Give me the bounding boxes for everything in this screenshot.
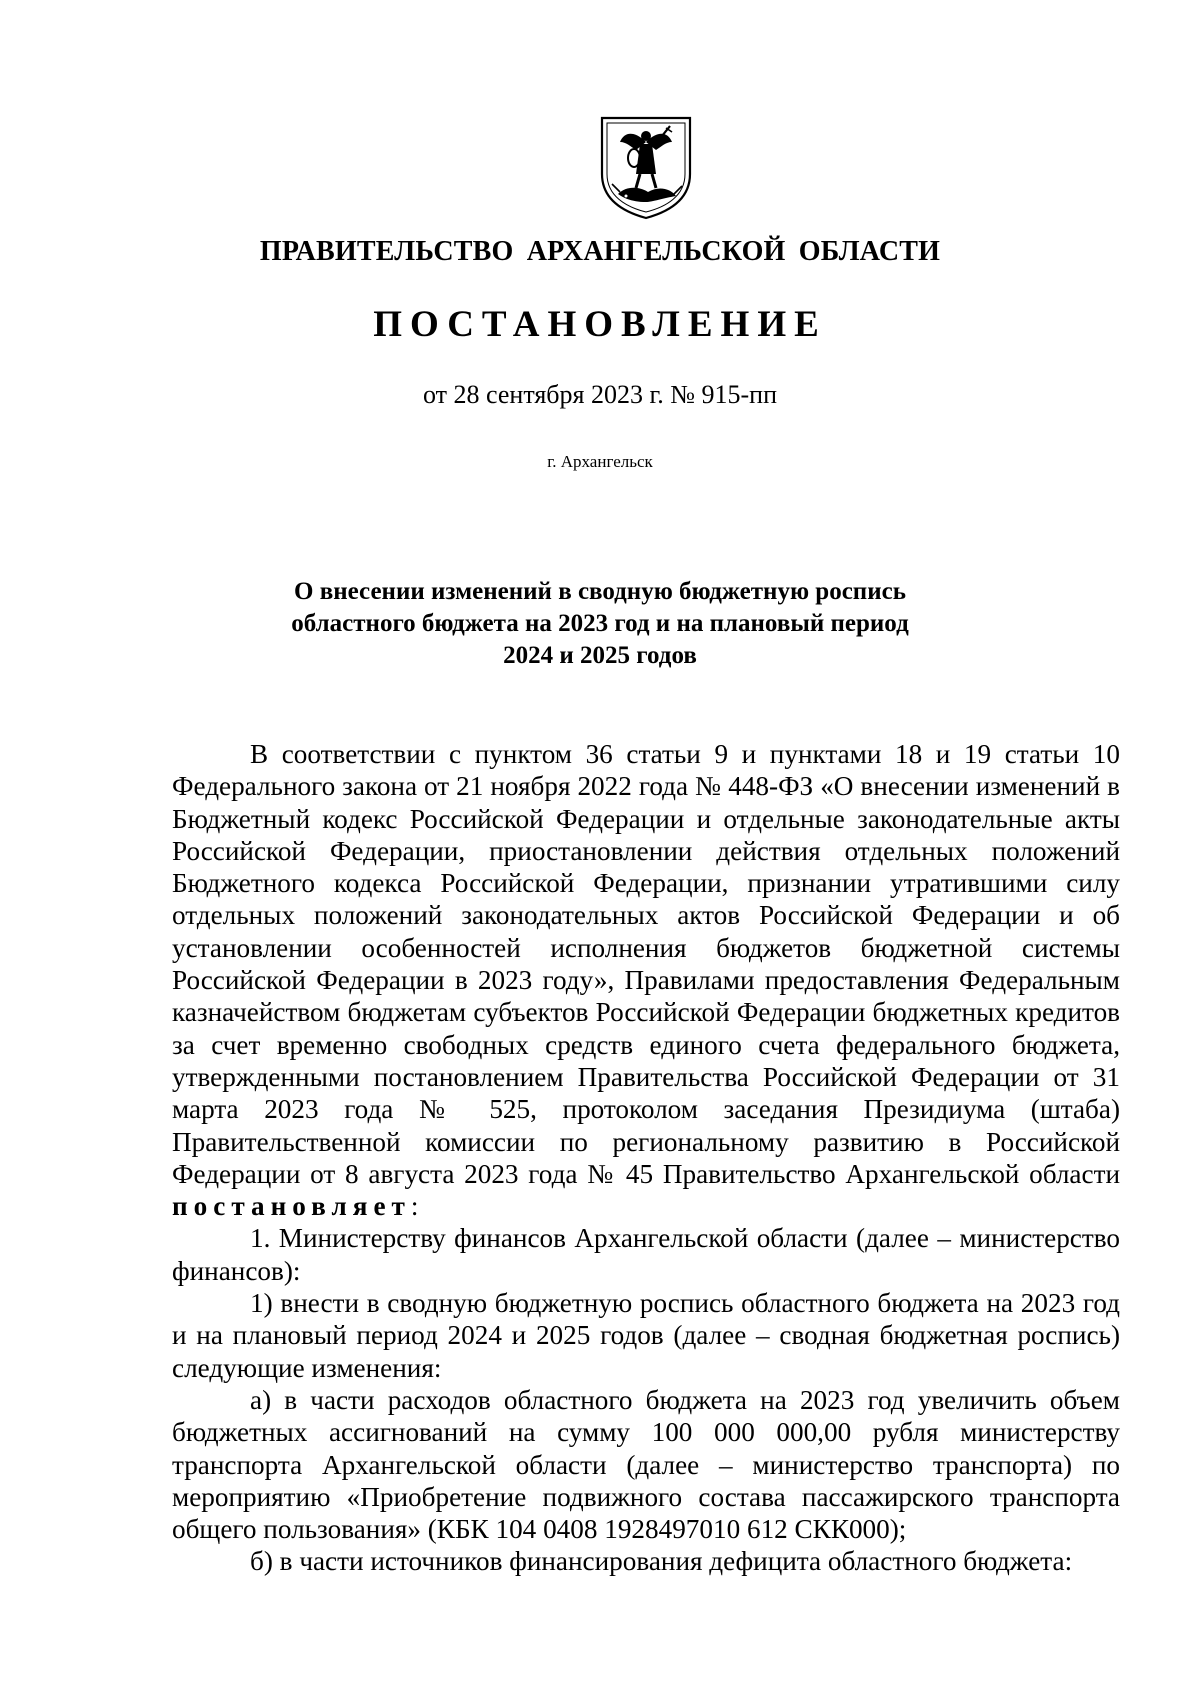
document-city: г. Архангельск [547,452,653,471]
decree-word: постановляет [172,1191,411,1222]
body-paragraph: 1) внести в сводную бюджетную роспись областного бюджета на 2023 год и на плановый период 2024 и 2025 годов (далее – сводная бюджетная роспись) следующие изменения: [172,1288,1120,1383]
body-paragraph: а) в части расходов областного бюджета на 2023 год увеличить объем бюджетных ассигнований на сумму 100 000 000,00 рубля министерству транспорта Архангельской области (далее – министерство транспорта) по мероприятию «Приобретение подвижного состава пассажирского транспорта общего пользования» (КБК 104 0408 1928497010 612 СКК000); [172,1384,1120,1545]
document-title-line: 2024 и 2025 годов [503,642,697,669]
body-paragraph: б) в части источников финансирования дефицита областного бюджета: [250,1546,1073,1577]
document-title [0,576,1200,672]
preamble-text: В соответствии с пунктом 36 статьи 9 и пунктами 18 и 19 статьи 10 Федерального закона от 21 ноября 2022 года № 448-ФЗ «О внесении изменений в Бюджетный кодекс Российской Федерации и отдельные законодательные акты Российской Федерации, приостановлении действия отдельных положений Бюджетного кодекса Российской Федерации, признании утратившими силу отдельных положений законодательных актов Российской Федерации и об установлении особенностей исполнения бюджетов бюджетной системы Российской Федерации в 2023 году», Правилами предоставления Федеральным казначейством бюджетам субъектов Российской Федерации бюджетных кредитов за счет временно свободных средств единого счета федерального бюджета, утвержденными постановлением Правительства Российской Федерации от 31 марта 2023 года № 525, протоколом заседания Президиума (штаба) Правительственной комиссии по региональному развитию в Российской Федерации от 8 августа 2023 года № 45 Правительство Архангельской области [172,739,1120,1189]
document-body [172,738,1120,1578]
document-title-line: областного бюджета на 2023 год и на плановый период [291,610,909,637]
organization-name: ПРАВИТЕЛЬСТВО АРХАНГЕЛЬСКОЙ ОБЛАСТИ [259,236,941,267]
body-paragraph: 1. Министерству финансов Архангельской области (далее – министерство финансов): [172,1223,1120,1286]
document-date-number: от 28 сентября 2023 г. № 915-пп [422,380,778,409]
coat-of-arms-icon [596,112,696,222]
preamble-paragraph [172,738,1120,1222]
document-type: ПОСТАНОВЛЕНИЕ [373,304,827,345]
decree-colon: : [410,1191,419,1222]
document-title-line: О внесении изменений в сводную бюджетную роспись [294,578,906,605]
